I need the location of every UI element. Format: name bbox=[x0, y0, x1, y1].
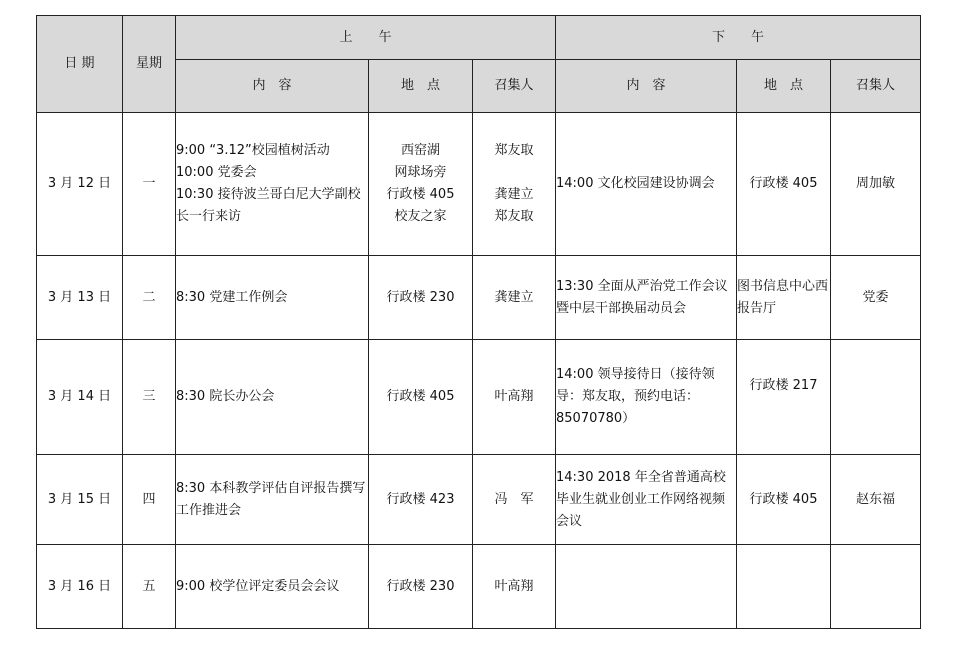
weekday-cell: 三 bbox=[123, 340, 176, 455]
date-cell: 3 月 13 日 bbox=[37, 256, 123, 340]
am-convener-cell: 叶高翔 bbox=[473, 340, 556, 455]
am-convener-line: 龚建立 bbox=[494, 187, 534, 202]
pm-location-cell: 行政楼 217 bbox=[737, 340, 831, 455]
am-convener-cell: 叶高翔 bbox=[473, 545, 556, 629]
pm-convener-cell: 赵东福 bbox=[831, 455, 921, 545]
am-location-cell: 行政楼 405 bbox=[369, 340, 473, 455]
weekday-cell: 五 bbox=[123, 545, 176, 629]
pm-location-cell: 行政楼 405 bbox=[737, 455, 831, 545]
am-convener-line: 郑友取 bbox=[494, 209, 534, 224]
pm-content-cell bbox=[556, 545, 737, 629]
table-row bbox=[37, 256, 921, 340]
date-cell: 3 月 15 日 bbox=[37, 455, 123, 545]
am-location-cell: 行政楼 230 bbox=[369, 545, 473, 629]
pm-content-cell: 13:30 全面从严治党工作会议暨中层干部换届动员会 bbox=[556, 256, 737, 340]
header-pm-convener: 召集人 bbox=[831, 60, 921, 113]
am-content-cell: 8:30 党建工作例会 bbox=[176, 256, 369, 340]
am-content-cell: 8:30 本科教学评估自评报告撰写工作推进会 bbox=[176, 455, 369, 545]
date-cell: 3 月 12 日 bbox=[37, 113, 123, 256]
pm-content-cell: 14:30 2018 年全省普通高校毕业生就业创业工作网络视频会议 bbox=[556, 455, 737, 545]
am-location-line: 西窑湖 bbox=[400, 143, 440, 158]
table-row bbox=[37, 340, 921, 455]
am-content-line: 10:00 党委会 bbox=[176, 165, 257, 180]
header-pm-location: 地 点 bbox=[737, 60, 831, 113]
header-weekday: 星期 bbox=[123, 16, 176, 113]
am-location-cell: 行政楼 423 bbox=[369, 455, 473, 545]
pm-convener-cell bbox=[831, 545, 921, 629]
weekday-cell: 二 bbox=[123, 256, 176, 340]
table-row bbox=[37, 113, 921, 256]
header-am-location: 地 点 bbox=[369, 60, 473, 113]
am-content-line: 10:30 接待波兰哥白尼大学副校长一行来访 bbox=[176, 187, 361, 224]
table-row bbox=[37, 545, 921, 629]
am-convener-line: 郑友取 bbox=[494, 143, 534, 158]
pm-location-cell bbox=[737, 545, 831, 629]
pm-convener-cell: 周加敏 bbox=[831, 113, 921, 256]
table-row bbox=[37, 455, 921, 545]
date-cell: 3 月 14 日 bbox=[37, 340, 123, 455]
header-afternoon: 下 午 bbox=[556, 16, 921, 60]
pm-content-cell: 14:00 领导接待日（接待领导：郑友取，预约电话：85070780） bbox=[556, 340, 737, 455]
am-content-cell bbox=[176, 113, 369, 256]
am-content-cell: 9:00 校学位评定委员会会议 bbox=[176, 545, 369, 629]
am-location-cell bbox=[369, 113, 473, 256]
am-location-line: 行政楼 405 bbox=[386, 187, 455, 202]
am-convener-cell: 冯 军 bbox=[473, 455, 556, 545]
header-morning: 上 午 bbox=[176, 16, 556, 60]
date-cell: 3 月 16 日 bbox=[37, 545, 123, 629]
weekday-cell: 四 bbox=[123, 455, 176, 545]
am-location-line: 校友之家 bbox=[394, 209, 447, 224]
pm-location-cell: 行政楼 405 bbox=[737, 113, 831, 256]
pm-location-cell: 图书信息中心西报告厅 bbox=[737, 256, 831, 340]
pm-convener-cell: 党委 bbox=[831, 256, 921, 340]
pm-convener-cell bbox=[831, 340, 921, 455]
am-convener-cell bbox=[473, 113, 556, 256]
am-location-line: 网球场旁 bbox=[394, 165, 447, 180]
header-am-content: 内 容 bbox=[176, 60, 369, 113]
am-content-cell: 8:30 院长办公会 bbox=[176, 340, 369, 455]
weekly-schedule-table bbox=[36, 15, 921, 629]
am-location-cell: 行政楼 230 bbox=[369, 256, 473, 340]
header-date: 日 期 bbox=[37, 16, 123, 113]
weekday-cell: 一 bbox=[123, 113, 176, 256]
am-convener-cell: 龚建立 bbox=[473, 256, 556, 340]
header-pm-content: 内 容 bbox=[556, 60, 737, 113]
am-convener-gap bbox=[473, 162, 555, 184]
header-am-convener: 召集人 bbox=[473, 60, 556, 113]
am-content-line: 9:00 “3.12”校园植树活动 bbox=[176, 143, 330, 158]
pm-content-cell: 14:00 文化校园建设协调会 bbox=[556, 113, 737, 256]
